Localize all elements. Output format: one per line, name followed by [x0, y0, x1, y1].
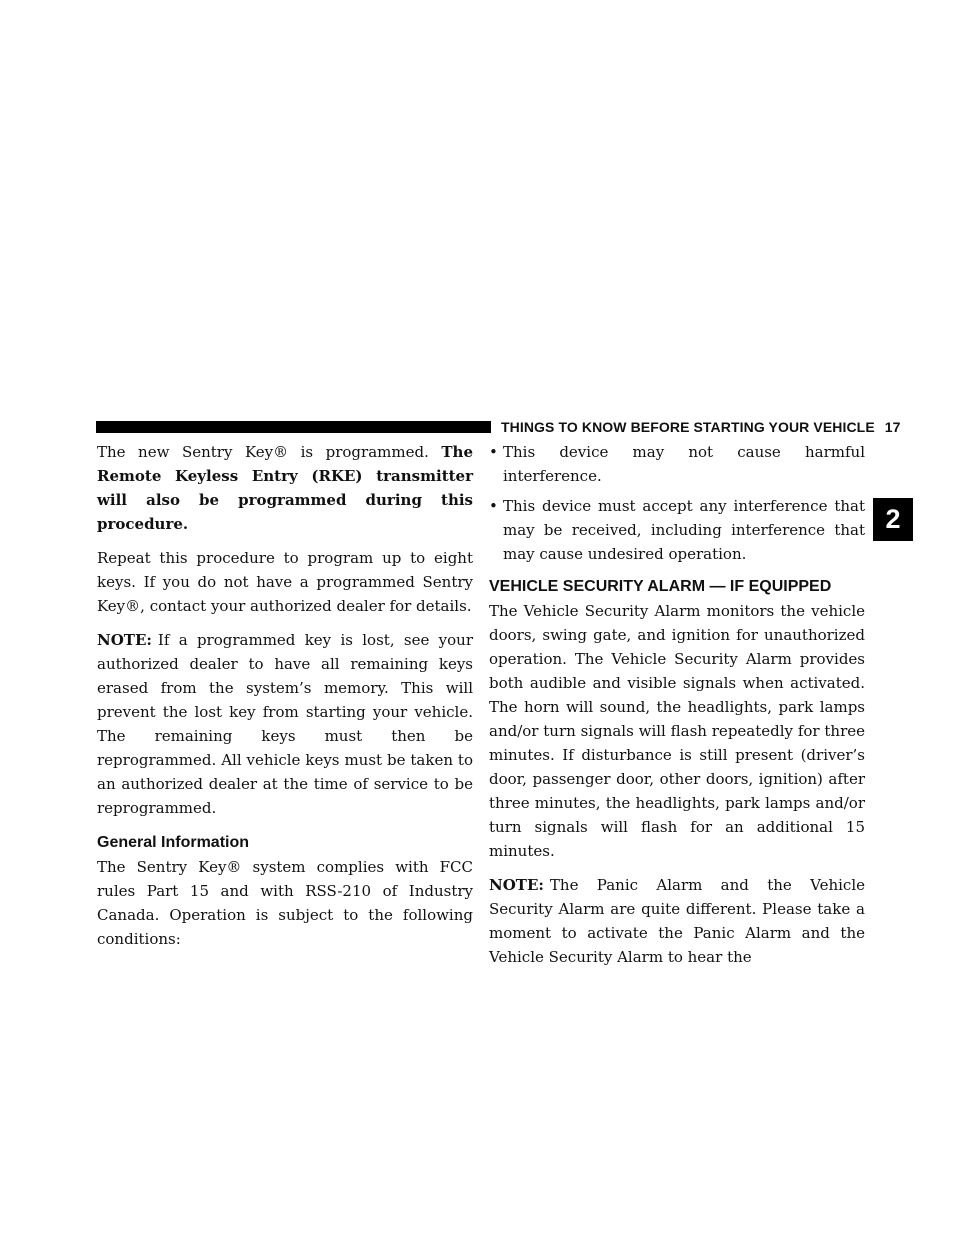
- conditions-list: [489, 440, 865, 566]
- note-panic-alarm: [489, 873, 865, 969]
- list-item: [489, 494, 865, 566]
- note-label: NOTE:: [489, 876, 544, 894]
- paragraph-programmed-text: The new Sentry Key® is programmed.: [97, 443, 429, 461]
- paragraph-programmed-bold: The Remote Keyless Entry (RKE) transmitter will also be programmed during this procedure.: [97, 443, 473, 533]
- header-rule: [96, 421, 491, 433]
- running-header: [501, 418, 901, 436]
- note-label: NOTE:: [97, 631, 152, 649]
- bullet-icon: •: [489, 497, 498, 515]
- bullet-icon: •: [489, 443, 498, 461]
- note-lost-key: [97, 628, 473, 820]
- paragraph-programmed: [97, 440, 473, 536]
- list-item-text: This device must accept any interference that may be received, including interference that may cause undesired operation.: [503, 497, 865, 563]
- paragraph-security-alarm: The Vehicle Security Alarm monitors the vehicle doors, swing gate, and ignition for unauthorized operation. The Vehicle Security Alarm provides both audible and visible signals when activated. The horn will sound, the headlights, park lamps and/or turn signals will flash repeatedly for three minutes. If disturbance is still present (driver’s door, passenger door, other doors, ignition) after three minutes, the headlights, park lamps and/or turn signals will flash for an additional 15 minutes.: [489, 602, 865, 860]
- right-column: [489, 440, 865, 979]
- list-item-text: This device may not cause harmful interference.: [503, 443, 865, 485]
- heading-security-alarm: VEHICLE SECURITY ALARM — IF EQUIPPED: [489, 578, 832, 595]
- note-text: The Panic Alarm and the Vehicle Security Alarm are quite different. Please take a moment to activate the Panic Alarm and the Vehicle Security Alarm to hear the: [489, 876, 865, 966]
- page-number: 17: [884, 419, 901, 435]
- section-tab: 2: [873, 498, 913, 541]
- header-title: THINGS TO KNOW BEFORE STARTING YOUR VEHICLE: [501, 419, 875, 435]
- list-item: [489, 440, 865, 488]
- heading-general-information: General Information: [97, 834, 250, 851]
- note-text: If a programmed key is lost, see your authorized dealer to have all remaining keys erased from the system’s memory. This will prevent the lost key from starting your vehicle. The remaining keys must then be reprogrammed. All vehicle keys must be taken to an authorized dealer at the time of service to be reprogrammed.: [97, 631, 473, 817]
- left-column: [97, 440, 473, 961]
- paragraph-fcc: The Sentry Key® system complies with FCC rules Part 15 and with RSS-210 of Industry Canada. Operation is subject to the following conditions:: [97, 858, 473, 948]
- paragraph-repeat: Repeat this procedure to program up to eight keys. If you do not have a programmed Sentry Key®, contact your authorized dealer for details.: [97, 549, 473, 615]
